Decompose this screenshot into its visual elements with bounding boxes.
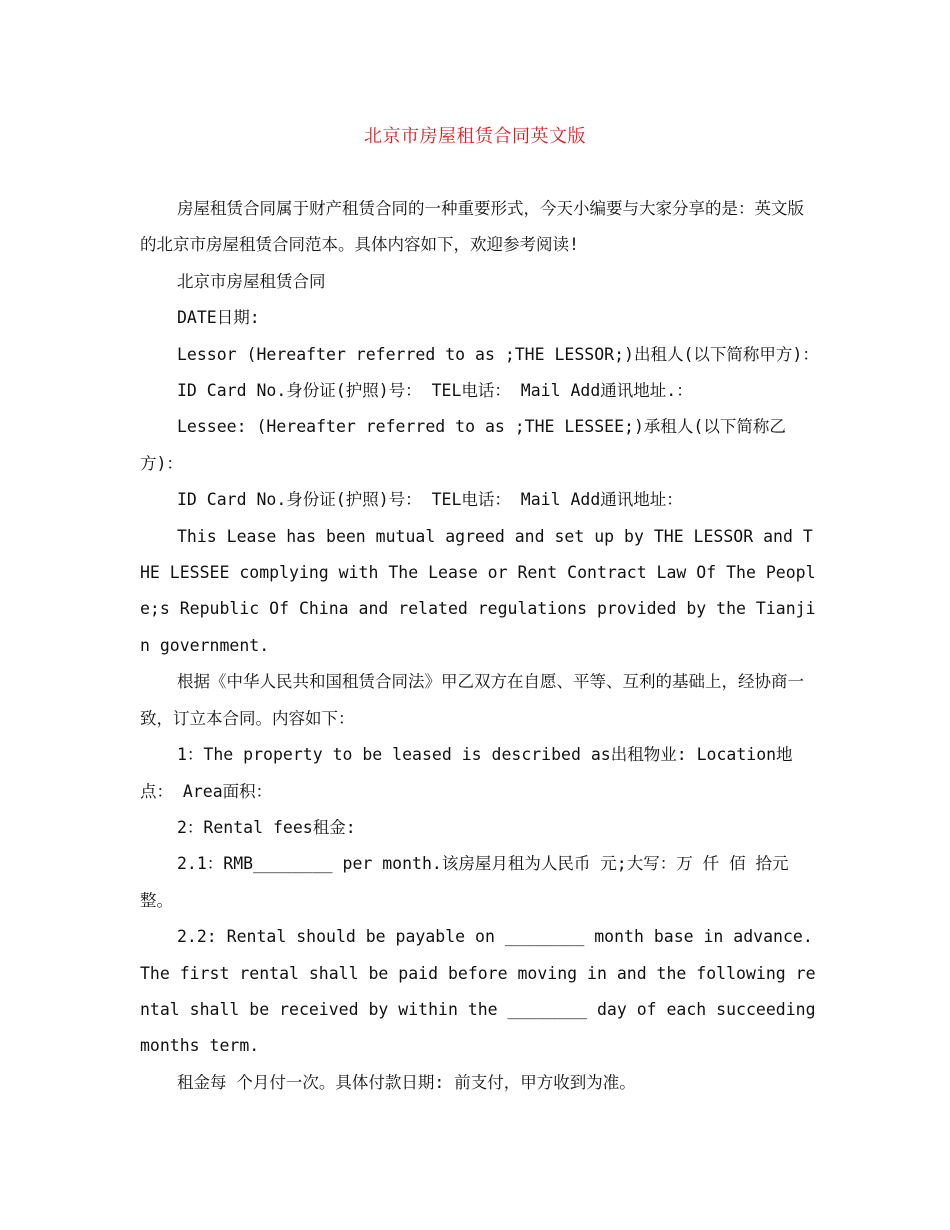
date-line: DATE日期: — [177, 308, 260, 328]
lessor-line: Lessor (Hereafter referred to as ;THE LESSOR;)出租人(以下简称甲方)： — [177, 344, 819, 364]
agreement-paragraph-en: This Lease has been mutual agreed and set up by THE LESSOR and THE LESSEE complying with The Lease or Rent Contract Law Of The People;s Republic Of China and related regulations provided by the Tianjin government. — [140, 526, 816, 655]
lessee-id-line: ID Card No.身份证(护照)号： TEL电话： Mail Add通讯地址： — [177, 490, 683, 510]
clause-2-1: 2.1：RMB________ per month.该房屋月租为人民币 元;大写：万 仟 佰 拾元整。 — [140, 854, 789, 910]
clause-2: 2：Rental fees租金: — [177, 817, 356, 837]
document-title: 北京市房屋租赁合同英文版 — [364, 126, 586, 147]
clause-1: 1：The property to be leased is described as出租物业: Location地点： Area面积： — [140, 745, 793, 801]
contract-heading: 北京市房屋租赁合同 — [177, 271, 326, 291]
clause-2-2: 2.2: Rental should be payable on ________ month base in advance. The first rental shall be paid before moving in and the following rental shall be received by within the ________ day of each succeeding months term. — [140, 927, 816, 1056]
lessor-id-line: ID Card No.身份证(护照)号： TEL电话： Mail Add通讯地址.： — [177, 381, 693, 401]
document-body — [140, 191, 820, 1101]
intro-paragraph: 房屋租赁合同属于财产租赁合同的一种重要形式，今天小编要与大家分享的是：英文版的北京市房屋租赁合同范本。具体内容如下，欢迎参考阅读! — [140, 199, 804, 255]
payment-frequency-line: 租金每 个月付一次。具体付款日期: 前支付，甲方收到为准。 — [177, 1072, 636, 1092]
lessee-line: Lessee: (Hereafter referred to as ;THE LESSEE;)承租人(以下简称乙方)： — [140, 417, 786, 473]
agreement-paragraph-zh: 根据《中华人民共和国租赁合同法》甲乙双方在自愿、平等、互利的基础上，经协商一致，订立本合同。内容如下： — [140, 672, 804, 728]
